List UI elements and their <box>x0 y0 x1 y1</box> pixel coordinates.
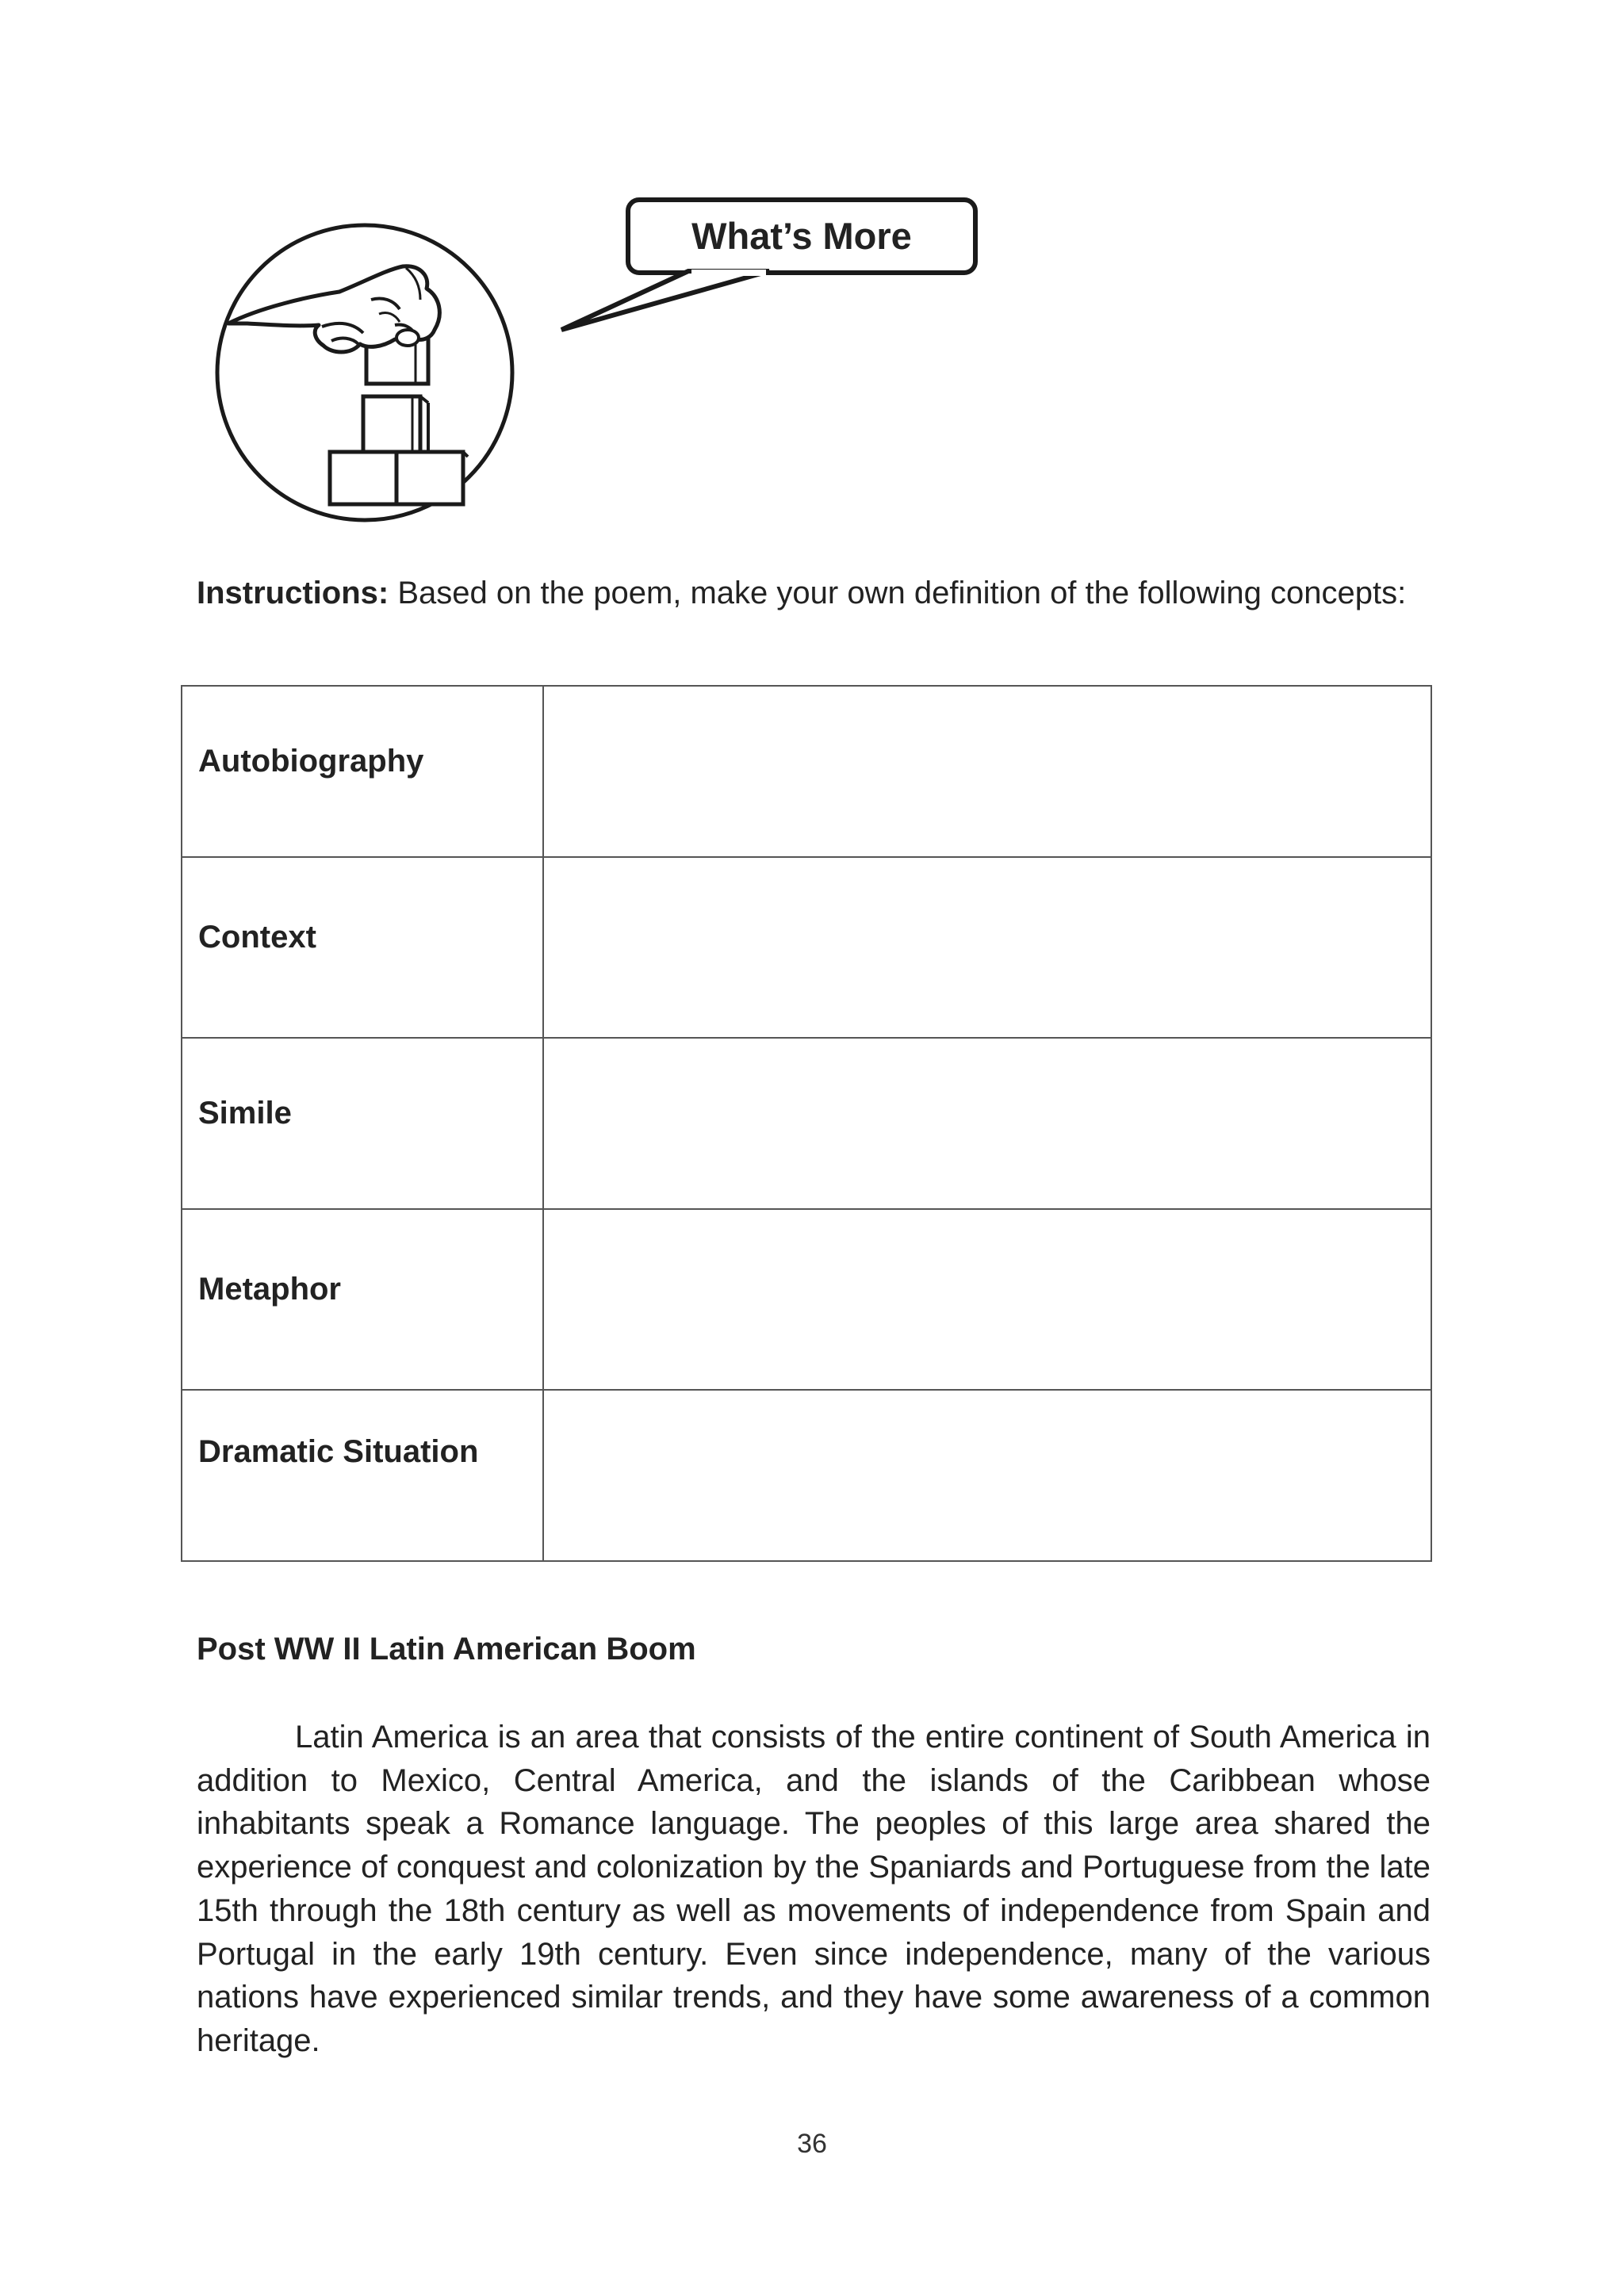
definition-cell[interactable] <box>543 1038 1431 1209</box>
instructions <box>197 564 1431 622</box>
term-cell <box>182 857 543 1038</box>
stacking-blocks-icon <box>213 220 517 525</box>
term-cell <box>182 1209 543 1390</box>
term-cell <box>182 1390 543 1561</box>
instructions-text: Based on the poem, make your own definition of the following concepts: <box>389 576 1407 610</box>
term-cell <box>182 1038 543 1209</box>
section-header-bubble <box>555 190 983 341</box>
body-paragraph: Latin America is an area that consists of the entire continent of South America in addition to Mexico, Central America, and the islands of the Caribbean whose inhabitants speak a Romance language. The peoples of this large area shared the experience of conquest and colonization by the Spaniards and Portuguese from the late 15th through the 18th century as well as movements of independence from Spain and Portugal in the early 19th century. Even since independence, many of the various nations have experienced similar trends, and they have some awareness of a common heritage. <box>197 1720 1431 2058</box>
term-label: Dramatic Situation <box>198 1434 479 1469</box>
definition-cell[interactable] <box>543 1209 1431 1390</box>
term-label: Simile <box>198 1095 292 1131</box>
term-cell <box>182 686 543 857</box>
table-row <box>182 1209 1431 1390</box>
page-number: 36 <box>797 2129 827 2159</box>
definition-cell[interactable] <box>543 857 1431 1038</box>
section-heading: Post WW II Latin American Boom <box>197 1632 696 1667</box>
term-label: Autobiography <box>198 743 424 779</box>
concepts-table <box>181 685 1432 1562</box>
table-row <box>182 1038 1431 1209</box>
term-label: Context <box>198 919 316 955</box>
definition-cell[interactable] <box>543 1390 1431 1561</box>
definition-cell[interactable] <box>543 686 1431 857</box>
table-row <box>182 686 1431 857</box>
page-title: What’s More <box>691 215 912 257</box>
table-row <box>182 857 1431 1038</box>
table-row <box>182 1390 1431 1561</box>
term-label: Metaphor <box>198 1271 341 1307</box>
instructions-label: Instructions: <box>197 576 389 610</box>
